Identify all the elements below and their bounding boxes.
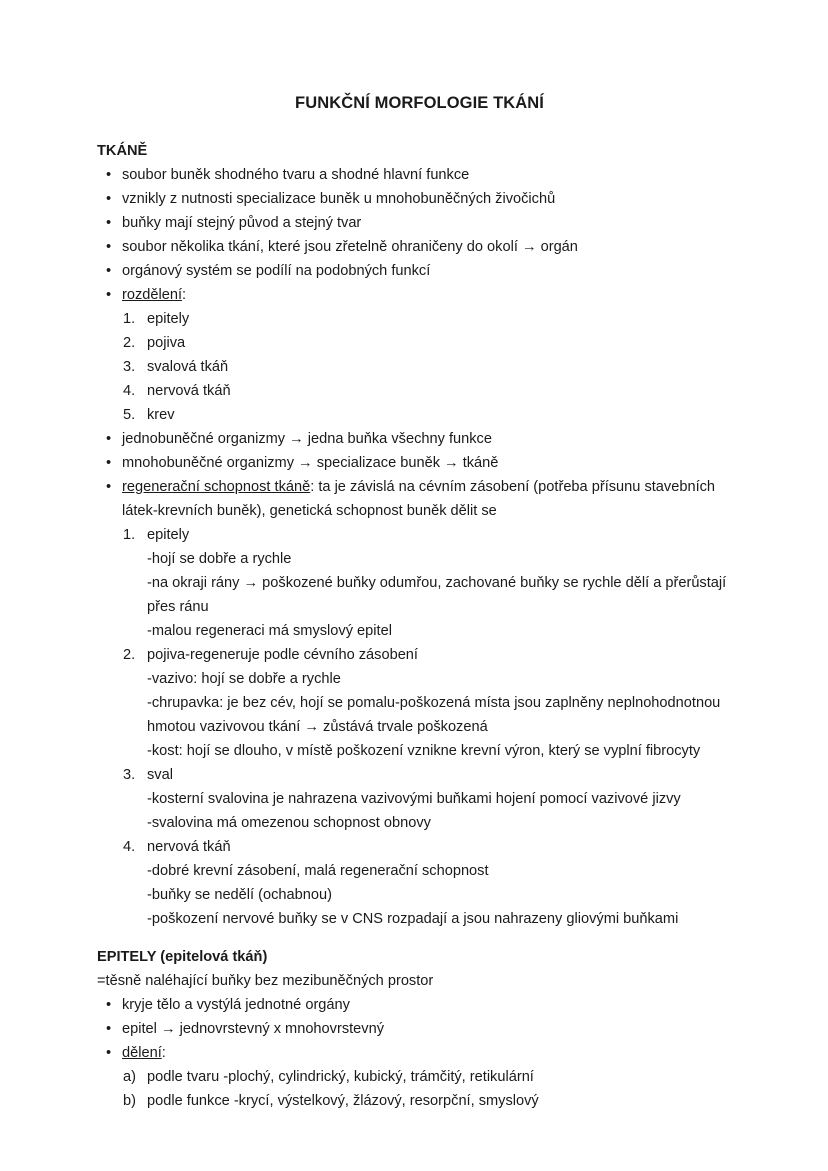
bullet-icon: • xyxy=(106,478,112,495)
list-item-text: orgánový systém se podílí na podobných funkcí xyxy=(122,262,431,279)
list-item xyxy=(97,993,742,1017)
list-marker: 2. xyxy=(123,334,136,351)
detail-line: -na okraji rány → poškozené buňky odumřou, zachované buňky se rychle dělí a přerůstají přes ránu xyxy=(147,574,727,615)
detail-line: -poškození nervové buňky se v CNS rozpadají a jsou nahrazeny gliovými buňkami xyxy=(147,910,679,927)
list-item xyxy=(97,259,742,283)
list-marker: b) xyxy=(123,1092,136,1109)
list-item-text: vznikly z nutnosti specializace buněk u mnohobuněčných živočichů xyxy=(122,190,556,207)
bullet-icon: • xyxy=(106,454,112,471)
list-marker: 2. xyxy=(123,646,136,663)
rozdeleni-numbered-list xyxy=(97,307,742,427)
list-item-deleni xyxy=(97,1041,742,1065)
detail-line: -buňky se nedělí (ochabnou) xyxy=(147,886,332,903)
epitely-bullet-list xyxy=(97,993,742,1065)
detail-line: -hojí se dobře a rychle xyxy=(147,550,292,567)
list-item xyxy=(97,187,742,211)
list-marker: 5. xyxy=(123,406,136,423)
list-item-text: soubor několika tkání, které jsou zřetelně ohraničeny do okolí → orgán xyxy=(122,238,578,255)
bullet-icon: • xyxy=(106,238,112,255)
numbered-item xyxy=(97,835,742,859)
list-marker: 3. xyxy=(123,766,136,783)
detail-line: -svalovina má omezenou schopnost obnovy xyxy=(147,814,431,831)
numbered-item xyxy=(97,643,742,667)
detail-line: -malou regeneraci má smyslový epitel xyxy=(147,622,392,639)
list-item-text: jednobuněčné organizmy → jedna buňka všechny funkce xyxy=(122,430,492,447)
epitely-definition: =těsně naléhající buňky bez mezibuněčných prostor xyxy=(97,972,434,989)
bullet-icon: • xyxy=(106,214,112,231)
lettered-item xyxy=(97,1089,742,1113)
bullet-icon: • xyxy=(106,1044,112,1061)
list-item xyxy=(97,1017,742,1041)
numbered-item xyxy=(97,403,742,427)
list-item-text: buňky mají stejný původ a stejný tvar xyxy=(122,214,362,231)
page-title: FUNKČNÍ MORFOLOGIE TKÁNÍ xyxy=(295,94,544,112)
colon: : xyxy=(182,286,187,303)
section-heading-tkane: TKÁNĚ xyxy=(97,142,148,159)
detail-line: -chrupavka: je bez cév, hojí se pomalu-poškozená místa jsou zaplněny neplnohodnotnou hmotou vazivovou tkání → zůstává trvale poškozená xyxy=(147,694,721,735)
list-item-label: rozdělení xyxy=(122,286,183,303)
bullet-icon: • xyxy=(106,430,112,447)
list-item-text: soubor buněk shodného tvaru a shodné hlavní funkce xyxy=(122,166,470,183)
numbered-item-text: epitely xyxy=(147,526,190,543)
bullet-icon: • xyxy=(106,286,112,303)
numbered-item-text: pojiva xyxy=(147,334,186,351)
bullet-icon: • xyxy=(106,262,112,279)
list-item xyxy=(97,163,742,187)
numbered-item-text: pojiva-regeneruje podle cévního zásobení xyxy=(147,646,418,663)
list-marker: 1. xyxy=(123,310,136,327)
detail-line: -kost: hojí se dlouho, v místě poškození vznikne krevní výron, který se vyplní fibrocyty xyxy=(147,742,701,759)
list-item-text: : ta je závislá na cévním zásobení (potřeba přísunu stavebních látek-krevních buněk), genetická schopnost buněk dělit se xyxy=(122,478,716,519)
numbered-item xyxy=(97,307,742,331)
lettered-item xyxy=(97,1065,742,1089)
section-heading-epitely: EPITELY (epitelová tkáň) xyxy=(97,948,268,965)
bullet-icon: • xyxy=(106,1020,112,1037)
numbered-item-text: epitely xyxy=(147,310,190,327)
list-item-text: mnohobuněčné organizmy → specializace buněk → tkáně xyxy=(122,454,499,471)
list-item-text: kryje tělo a vystýlá jednotné orgány xyxy=(122,996,350,1013)
tkane-bullet-list-continued xyxy=(97,427,742,523)
numbered-item-text: nervová tkáň xyxy=(147,382,231,399)
colon: : xyxy=(161,1044,166,1061)
list-item xyxy=(97,427,742,451)
lettered-item-text: podle tvaru -plochý, cylindrický, kubický, trámčitý, retikulární xyxy=(147,1068,534,1085)
list-marker: a) xyxy=(123,1068,136,1085)
list-item-label: dělení xyxy=(122,1044,162,1061)
list-marker: 1. xyxy=(123,526,136,543)
detail-line: -vazivo: hojí se dobře a rychle xyxy=(147,670,341,687)
bullet-icon: • xyxy=(106,166,112,183)
list-item xyxy=(97,235,742,259)
detail-line: -dobré krevní zásobení, malá regenerační schopnost xyxy=(147,862,489,879)
numbered-item xyxy=(97,379,742,403)
list-item xyxy=(97,211,742,235)
numbered-item xyxy=(97,523,742,547)
list-marker: 3. xyxy=(123,358,136,375)
regenerace-numbered-list xyxy=(97,523,742,931)
deleni-lettered-list xyxy=(97,1065,742,1113)
document-body xyxy=(97,94,742,1113)
numbered-item xyxy=(97,763,742,787)
numbered-item-text: krev xyxy=(147,406,175,423)
list-item-label: regenerační schopnost tkáně xyxy=(122,478,311,495)
list-item-rozdeleni xyxy=(97,283,742,307)
list-item xyxy=(97,451,742,475)
list-marker: 4. xyxy=(123,838,136,855)
list-item-regenerace xyxy=(97,475,742,523)
numbered-item-text: nervová tkáň xyxy=(147,838,231,855)
bullet-icon: • xyxy=(106,190,112,207)
numbered-item xyxy=(97,355,742,379)
bullet-icon: • xyxy=(106,996,112,1013)
tkane-bullet-list xyxy=(97,163,742,307)
numbered-item-text: sval xyxy=(147,766,173,783)
list-item-text: epitel → jednovrstevný x mnohovrstevný xyxy=(122,1020,384,1037)
list-marker: 4. xyxy=(123,382,136,399)
numbered-item-text: svalová tkáň xyxy=(147,358,229,375)
lettered-item-text: podle funkce -krycí, výstelkový, žlázový, resorpční, smyslový xyxy=(147,1092,539,1109)
numbered-item xyxy=(97,331,742,355)
detail-line: -kosterní svalovina je nahrazena vazivovými buňkami hojení pomocí vazivové jizvy xyxy=(147,790,681,807)
